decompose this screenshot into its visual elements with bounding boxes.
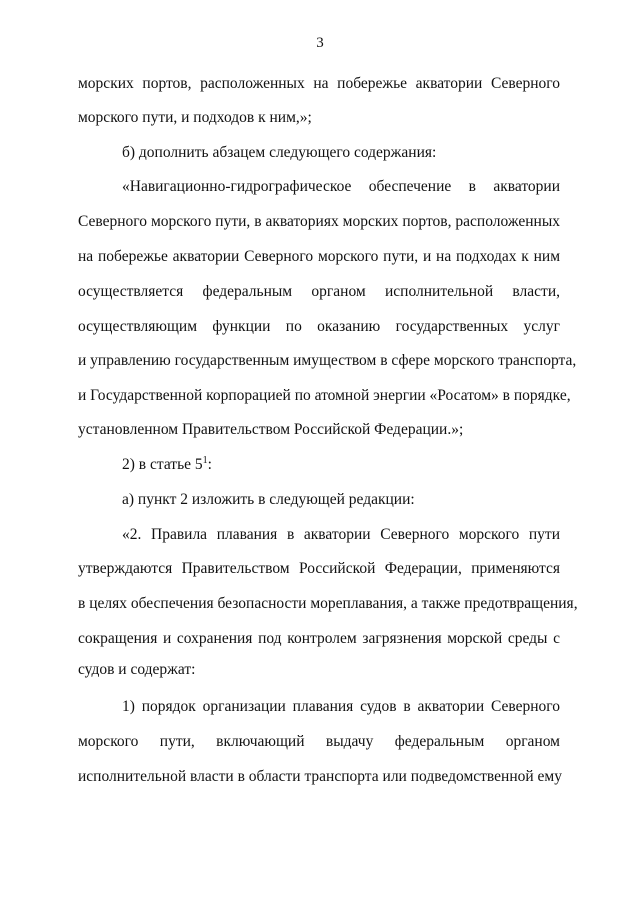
text-line-11: установленном Правительством Российской Федерации.»; bbox=[78, 421, 464, 438]
text-line-19: 1) порядок организации плавания судов в акватории Северного bbox=[122, 698, 560, 715]
text-line-15: утверждаются Правительством Российской Федерации, применяются bbox=[78, 560, 560, 577]
text-line-4: «Навигационно-гидрографическое обеспечение в акватории bbox=[122, 178, 560, 195]
text-line-9: и управлению государственным имуществом в сфере морского транспорта, bbox=[78, 352, 577, 369]
article-reference-text: 2) в статье 5 bbox=[122, 456, 203, 473]
article-superscript: 1 bbox=[202, 454, 208, 466]
text-line-6: на побережье акватории Северного морского пути, и на подходах к ним bbox=[78, 248, 560, 265]
text-line-8: осуществляющим функции по оказанию государственных услуг bbox=[78, 318, 560, 335]
text-line-21: исполнительной власти в области транспорта или подведомственной ему bbox=[78, 768, 562, 785]
text-line-17: сокращения и сохранения под контролем загрязнения морской среды с bbox=[78, 630, 560, 647]
text-line-12 bbox=[122, 455, 560, 475]
text-line-18: судов и содержат: bbox=[78, 661, 196, 678]
text-line-20: морского пути, включающий выдачу федеральным органом bbox=[78, 733, 560, 750]
text-line-5: Северного морского пути, в акваториях морских портов, расположенных bbox=[78, 213, 560, 230]
text-line-10: и Государственной корпорацией по атомной энергии «Росатом» в порядке, bbox=[78, 387, 571, 404]
text-line-13: а) пункт 2 изложить в следующей редакции: bbox=[122, 491, 415, 508]
article-reference-colon: : bbox=[207, 456, 212, 473]
text-line-1: морских портов, расположенных на побережье акватории Северного bbox=[78, 75, 560, 92]
text-line-14: «2. Правила плавания в акватории Северного морского пути bbox=[122, 526, 560, 543]
page-number: 3 bbox=[316, 35, 324, 51]
text-line-2: морского пути, и подходов к ним,»; bbox=[78, 109, 312, 126]
text-line-7: осуществляется федеральным органом исполнительной власти, bbox=[78, 283, 560, 300]
text-line-3: б) дополнить абзацем следующего содержания: bbox=[122, 144, 437, 161]
text-line-16: в целях обеспечения безопасности мореплавания, а также предотвращения, bbox=[78, 595, 578, 612]
